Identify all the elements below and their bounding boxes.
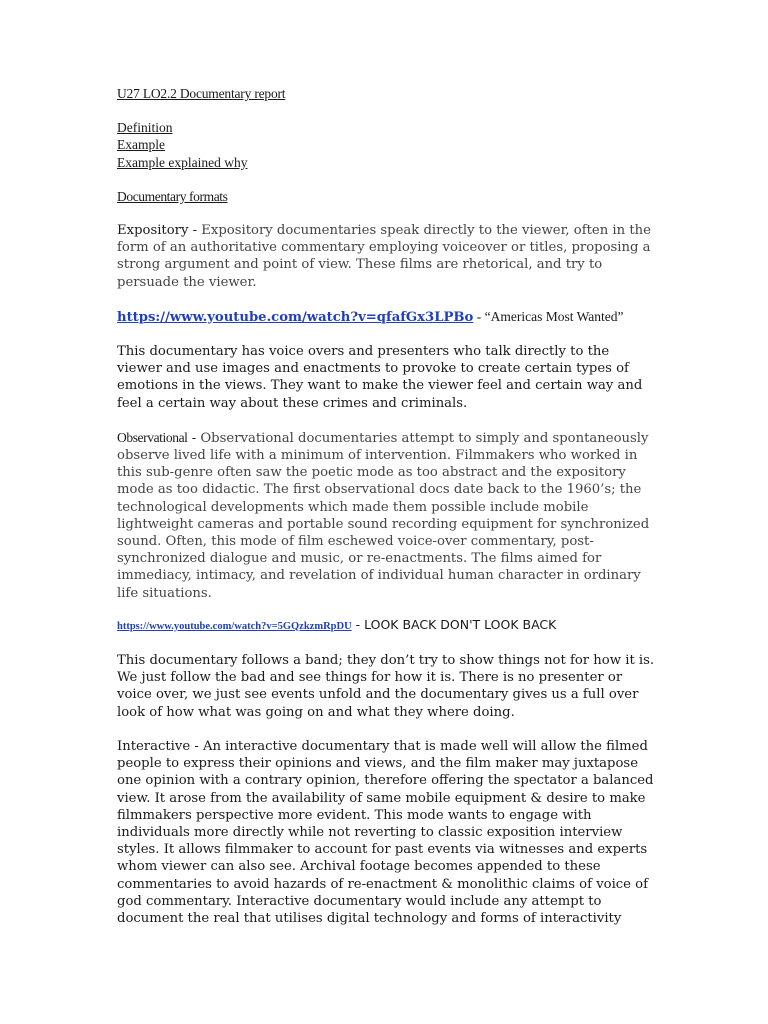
expository-link[interactable]: https://www.youtube.com/watch?v=qfafGx3LPBo [117, 309, 474, 325]
observational-link[interactable]: https://www.youtube.com/watch?v=5GQzkzmRpDU [117, 620, 352, 632]
expository-paragraph [117, 222, 657, 291]
expository-text: Expository documentaries speak directly to the viewer, often in the form of an authoritative commentary employing voiceover or titles, proposing a strong argument and point of view. These films are rhetorical, and try to persuade the viewer. [117, 223, 651, 290]
observational-explanation: This documentary follows a band; they don’t try to show things not for how it is. We just follow the bad and see things for how it is. There is no presenter or voice over, we just see events unfold and the documentary gives us a full over look of how what was going on and what they where doing. [117, 653, 655, 720]
observational-sep: - [187, 430, 201, 446]
observational-link-title: - LOOK BACK DON'T LOOK BACK [351, 616, 557, 632]
expository-link-title: - “Americas Most Wanted” [473, 308, 624, 324]
outline-definition: Definition [117, 120, 173, 136]
observational-paragraph [117, 429, 657, 602]
formats-heading: Documentary formats [117, 188, 228, 204]
expository-sep: - [188, 223, 202, 239]
document-body [117, 85, 657, 927]
outline-example-explained: Example explained why [117, 154, 248, 170]
report-title: U27 LO2.2 Documentary report [117, 86, 286, 101]
expository-label: Expository [117, 223, 189, 239]
observational-text: Observational documentaries attempt to simply and spontaneously observe lived life with a minimum of intervention. Filmmakers who worked in this sub-genre often saw the poetic mode as too abstract and the expository mode as too didactic. The first observational docs date back to the 1960’s; the technological developments which made them possible include mobile lightweight cameras and portable sound recording equipment for synchronized sound. Often, this mode of film eschewed voice-over commentary, post-synchronized dialogue and music, or re-enactments. The films aimed for immediacy, intimacy, and revelation of individual human character in ordinary life situations. [117, 430, 650, 601]
observational-label: Observational [117, 429, 188, 445]
expository-example [117, 308, 657, 326]
observational-example [117, 616, 657, 635]
outline-example: Example [117, 137, 165, 153]
interactive-paragraph: Interactive - An interactive documentary that is made well will allow the filmed people to express their opinions and views, and the film maker may juxtapose one opinion with a contrary opinion, therefore offering the spectator a balanced view. It arose from the availability of same mobile equipment & desire to make filmmakers perspective more evident. This mode wants to engage with individuals more directly while not reverting to classic exposition interview styles. It allows filmmaker to account for past events via witnesses and experts whom viewer can also see. Archival footage becomes appended to these commentaries to avoid hazards of re-enactment & monolithic claims of voice of god commentary. Interactive documentary would include any attempt to document the real that utilises digital technology and forms of interactivity [117, 738, 654, 926]
expository-explanation: This documentary has voice overs and presenters who talk directly to the viewer and use images and enactments to provoke to create certain types of emotions in the views. They want to make the viewer feel and certain way and feel a certain way about these crimes and criminals. [117, 344, 643, 411]
